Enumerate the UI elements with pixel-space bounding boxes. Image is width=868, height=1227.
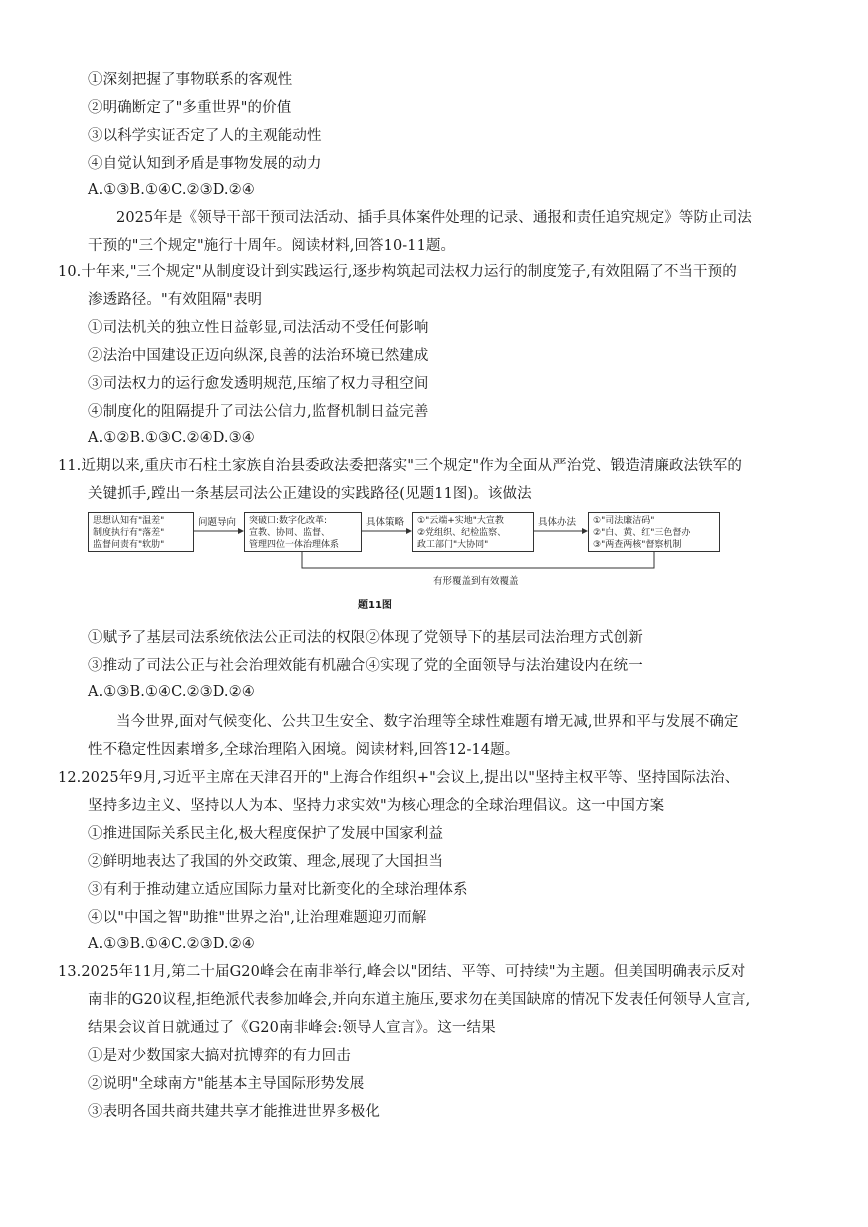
question-12-stem: 坚持多边主义、坚持以人为本、坚持力求实效"为核心理念的全球治理倡议。这一中国方案	[88, 798, 665, 814]
box-line: ①"云端+实地"大宣教	[417, 516, 504, 526]
material-intro: 干预的"三个规定"施行十周年。阅读材料,回答10-11题。	[88, 238, 456, 254]
diagram-box-strategy	[412, 512, 534, 552]
figure-caption: 题11图	[358, 600, 392, 611]
diagram-box-breakthrough	[244, 512, 362, 552]
box-line: ②党组织、纪检监察、	[417, 528, 507, 538]
option-line: ②明确断定了"多重世界"的价值	[88, 100, 292, 116]
option-line: ③有利于推动建立适应国际力量对比新变化的全球治理体系	[88, 882, 468, 898]
option-line: ④制度化的阻隔提升了司法公信力,监督机制日益完善	[88, 404, 429, 420]
bottom-bracket	[302, 552, 654, 568]
answer-choices: A.①③B.①④C.②③D.②④	[88, 684, 255, 700]
box-line: 政工部门"大协同"	[417, 540, 489, 550]
box-line: ②"白、黄、红"三色督办	[593, 528, 691, 538]
option-line: ①深刻把握了事物联系的客观性	[88, 72, 293, 88]
answer-choices: A.①③B.①④C.②③D.②④	[88, 936, 255, 952]
option-line: ③以科学实证否定了人的主观能动性	[88, 128, 322, 144]
box-line: ③"两查两核"督察机制	[593, 540, 682, 550]
option-line: ③表明各国共商共建共享才能推进世界多极化	[88, 1104, 380, 1120]
arrow-label: 具体办法	[538, 517, 577, 528]
question-10-stem: 10.十年来,"三个规定"从制度设计到实践运行,逐步构筑起司法权力运行的制度笼子,有效阻隔了不当干预的	[58, 264, 737, 280]
answer-choices: A.①②B.①③C.②④D.③④	[88, 430, 255, 446]
question-13-stem: 13.2025年11月,第二十届G20峰会在南非举行,峰会以"团结、平等、可持续"为主题。但美国明确表示反对	[58, 964, 746, 980]
question-11-stem: 关键抓手,蹚出一条基层司法公正建设的实践路径(见题11图)。该做法	[88, 486, 532, 502]
box-line: 监督问责有"软肋"	[93, 540, 165, 550]
box-line: 思想认知有"温差"	[93, 516, 165, 526]
bracket-label: 有形覆盖到有效覆盖	[433, 576, 519, 587]
option-line: ①是对少数国家大搞对抗博弈的有力回击	[88, 1048, 351, 1064]
material-intro: 2025年是《领导干部干预司法活动、插手具体案件处理的记录、通报和责任追究规定》等防止司法	[116, 210, 752, 226]
box-line: 突破口:数字化改革:	[249, 516, 328, 526]
option-line: ①推进国际关系民主化,极大程度保护了发展中国家利益	[88, 826, 444, 842]
option-line: ④自觉认知到矛盾是事物发展的动力	[88, 156, 322, 172]
option-line: ①赋予了基层司法系统依法公正司法的权限②体现了党领导下的基层司法治理方式创新	[88, 630, 643, 646]
option-line: ①司法机关的独立性日益彰显,司法活动不受任何影响	[88, 320, 429, 336]
material-intro: 性不稳定性因素增多,全球治理陷入困境。阅读材料,回答12-14题。	[88, 742, 520, 758]
material-intro: 当今世界,面对气候变化、公共卫生安全、数字治理等全球性难题有增无减,世界和平与发展不确定	[116, 714, 739, 730]
diagram-box-problems	[88, 512, 194, 552]
option-line: ③推动了司法公正与社会治理效能有机融合④实现了党的全面领导与法治建设内在统一	[88, 658, 643, 674]
option-line: ②说明"全球南方"能基本主导国际形势发展	[88, 1076, 365, 1092]
diagram-box-methods	[588, 512, 720, 552]
arrow-label: 问题导向	[198, 517, 237, 528]
question-12-stem: 12.2025年9月,习近平主席在天津召开的"上海合作组织+"会议上,提出以"坚持主权平等、坚持国际法治、	[58, 770, 740, 786]
option-line: ④以"中国之智"助推"世界之治",让治理难题迎刃而解	[88, 910, 427, 926]
box-line: 制度执行有"落差"	[93, 528, 165, 538]
option-line: ②鲜明地表达了我国的外交政策、理念,展现了大国担当	[88, 854, 444, 870]
option-line: ②法治中国建设正迈向纵深,良善的法治环境已然建成	[88, 348, 429, 364]
option-line: ③司法权力的运行愈发透明规范,压缩了权力寻租空间	[88, 376, 429, 392]
question-11-stem: 11.近期以来,重庆市石柱土家族自治县委政法委把落实"三个规定"作为全面从严治党、锻造清廉政法铁军的	[58, 458, 743, 474]
flow-diagram	[88, 510, 788, 610]
question-13-stem: 南非的G20议程,拒绝派代表参加峰会,并向东道主施压,要求勿在美国缺席的情况下发表任何领导人宣言,	[88, 992, 751, 1008]
question-13-stem: 结果会议首日就通过了《G20南非峰会:领导人宣言》。这一结果	[88, 1020, 496, 1036]
box-line: 宣教、协同、监督、	[249, 528, 331, 538]
answer-choices: A.①③B.①④C.②③D.②④	[88, 182, 255, 198]
box-line: ①"司法廉洁码"	[593, 516, 655, 526]
arrow-label: 具体策略	[366, 517, 405, 528]
question-10-stem: 渗透路径。"有效阻隔"表明	[88, 292, 263, 308]
box-line: 管理四位一体治理体系	[249, 540, 340, 550]
